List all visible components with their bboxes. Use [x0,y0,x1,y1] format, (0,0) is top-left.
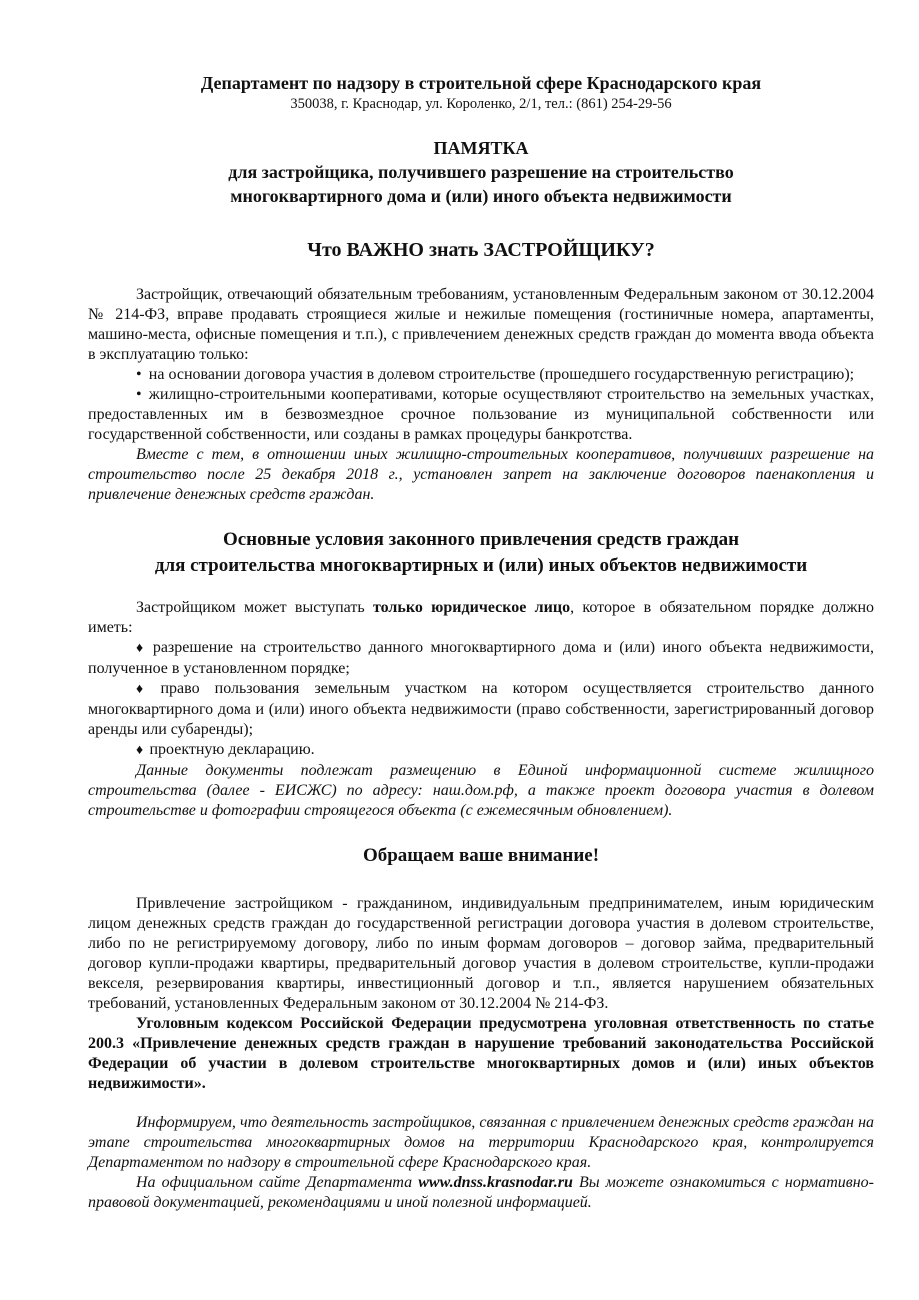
bullet-item-text: на основании договора участия в долевом строительстве (прошедшего государственную регистрацию); [148,366,855,383]
memo-title-line1: ПАМЯТКА [433,138,529,158]
section2-heading-line2: для строительства многоквартирных и (или) иных объектов недвижимости [154,555,808,576]
bullet-diamond-icon: ♦ [136,743,144,758]
website-text: www.dnss.krasnodar.ru [418,1174,573,1191]
bullet-item [88,740,874,761]
bullet-item-text: право пользования земельным участком на котором осуществляется строительство данного многоквартирного дома и (или) иного объекта недвижимости (право собственности, зарегистрированный договор аренды или субаренды); [88,680,874,738]
section1-heading: Что ВАЖНО знать ЗАСТРОЙЩИКУ? [307,239,655,261]
bullet-dot-icon: • [136,386,142,403]
bullet-item [88,638,874,679]
section3-paragraph4 [88,1173,874,1213]
section3-paragraph1: Привлечение застройщиком - гражданином, индивидуальным предпринимателем, иным юридическим лицом денежных средств граждан до государственной регистрации договора участия в долевом строительстве, либо по не регистрируемому договору, либо по иным формам договоров – договор займа, предварительный договор купли-продажи квартиры, предварительный договор участия в долевом строительстве, купли-продажи векселя, резервирования квартиры, инвестиционный договор и т.п., является нарушением обязательных требований, установленных Федеральным законом от 30.12.2004 № 214-ФЗ. [88,895,874,1012]
bullet-item [88,679,874,740]
bullet-item-text: разрешение на строительство данного многоквартирного дома и (или) иного объекта недвижимости, полученное в установленном порядке; [88,639,874,677]
paragraph-bold-text: только юридическое лицо [372,599,571,616]
paragraph-text: На официальном сайте Департамента [136,1174,419,1191]
bullet-item [88,365,874,385]
paragraph-text: Застройщиком может выступать [136,599,373,616]
memo-title [88,136,874,208]
bullet-item [88,385,874,445]
paragraph-text: , которое в обязательном порядке должно иметь: [88,599,875,636]
memo-title-line2: для застройщика, получившего разрешение на строительство [228,162,734,182]
memo-title-line3: многоквартирного дома и (или) иного объекта недвижимости [230,186,732,206]
bullet-item-text: жилищно-строительными кооперативами, которые осуществляют строительство на земельных участках, предоставленных им в безвозмездное срочное пользование из муниципальной собственности или государственной собственности, или созданы в рамках процедуры банкротства. [88,386,874,443]
section2-paragraph [88,598,874,638]
section2-heading-line1: Основные условия законного привлечения средств граждан [222,529,740,550]
section3-paragraph2: Уголовным кодексом Российской Федерации предусмотрена уголовная ответственность по статье 200.3 «Привлечение денежных средств граждан в нарушение требований законодательства Российской Федерации об участии в долевом строительстве многоквартирных домов и (или) иных объектов недвижимости». [88,1015,874,1092]
section3-heading: Обращаем ваше внимание! [362,845,600,866]
bullet-item-text: проектную декларацию. [149,741,315,758]
org-name: Департамент по надзору в строительной сфере Краснодарского края [200,73,762,93]
section1-note: Вместе с тем, в отношении иных жилищно-строительных кооперативов, получивших разрешение на строительство после 25 декабря 2018 г., установлен запрет на заключение договоров паенакопления и привлечение денежных средств граждан. [88,446,874,503]
bullet-diamond-icon: ♦ [136,682,155,697]
section1-paragraph: Застройщик, отвечающий обязательным требованиям, установленным Федеральным законом от 30.12.2004 № 214-ФЗ, вправе продавать строящиеся жилые и нежилые помещения (гостиничные номера, апартаменты, машино-места, офисные помещения и т.п.), с привлечением денежных средств граждан до момента ввода объекта в эксплуатацию только: [88,286,874,363]
org-address: 350038, г. Краснодар, ул. Короленко, 2/1, тел.: (861) 254-29-56 [290,96,672,112]
section2-note: Данные документы подлежат размещению в Единой информационной системе жилищного строительства (далее - ЕИСЖС) по адресу: наш.дом.рф, а также проект договора участия в долевом строительстве и фотографии строящегося объекта (с ежемесячным обновлением). [88,762,874,819]
paragraph-text: Вы можете ознакомиться с нормативно-правовой документацией, рекомендациями и иной полезной информацией. [88,1174,874,1211]
bullet-dot-icon: • [136,366,142,383]
section2-heading [88,527,874,579]
section3-paragraph3: Информируем, что деятельность застройщиков, связанная с привлечением денежных средств граждан на этапе строительства многоквартирных домов на территории Краснодарского края, контролируется Департаментом по надзору в строительной сфере Краснодарского края. [88,1114,874,1171]
bullet-diamond-icon: ♦ [136,641,147,656]
